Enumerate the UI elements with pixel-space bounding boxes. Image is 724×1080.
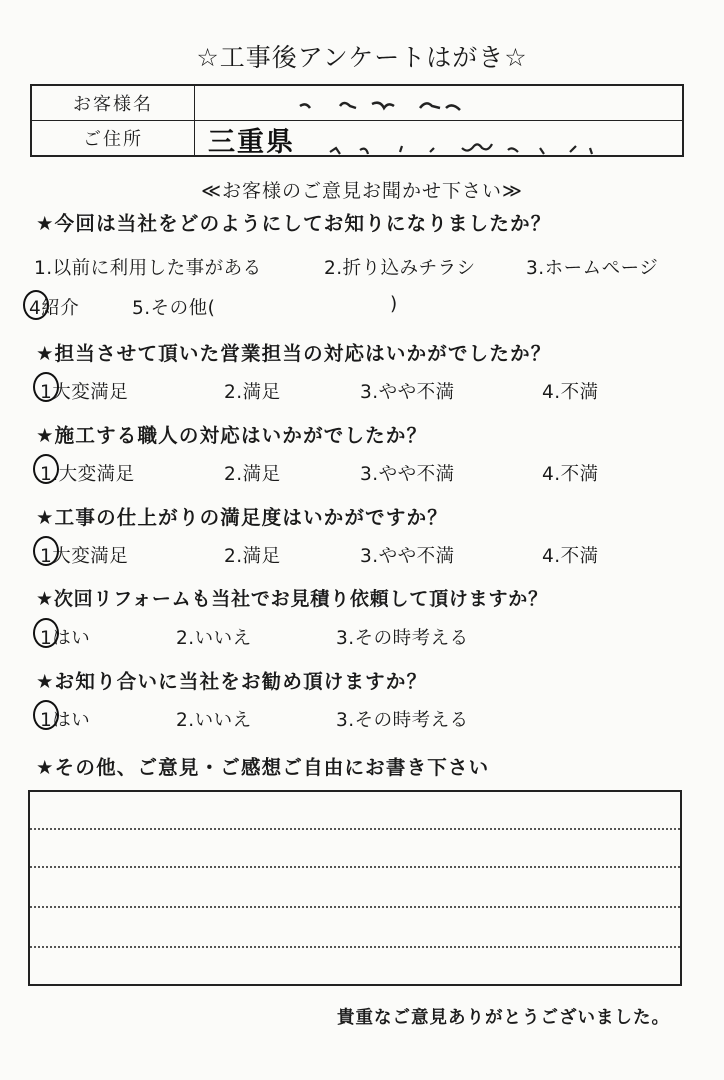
- question-4: ★工事の仕上がりの満足度はいかがですか？: [36, 506, 448, 529]
- question-7: ★その他、ご意見・ご感想ご自由にお書き下さい: [36, 756, 490, 779]
- q3-option-1[interactable]: 1.大変満足: [40, 464, 135, 485]
- q6-option-2[interactable]: 2.いいえ: [176, 710, 252, 731]
- handwritten-address: 三重県: [208, 127, 295, 158]
- q1-option-5[interactable]: 5.その他(: [132, 298, 216, 319]
- q4-option-3[interactable]: 3.やや不満: [360, 546, 455, 567]
- question-1: ★今回は当社をどのようにしてお知りになりましたか？: [36, 212, 552, 235]
- q1-option-2[interactable]: 2.折り込みチラシ: [324, 258, 476, 279]
- customer-name-label: お客様名: [31, 85, 195, 121]
- address-label: ご住所: [31, 121, 195, 157]
- q6-option-3[interactable]: 3.その時考える: [336, 710, 469, 731]
- selection-circle: [33, 372, 59, 402]
- comment-line: [30, 906, 680, 908]
- selection-circle: [33, 536, 59, 566]
- survey-subtitle: ≪お客様のご意見お聞かせ下さい≫: [201, 180, 523, 202]
- q2-option-3[interactable]: 3.やや不満: [360, 382, 455, 403]
- q4-option-4[interactable]: 4.不満: [542, 546, 599, 567]
- selection-circle: [33, 618, 59, 648]
- q5-option-2[interactable]: 2.いいえ: [176, 628, 252, 649]
- question-6: ★お知り合いに当社をお勧め頂けますか？: [36, 670, 428, 693]
- q3-option-3[interactable]: 3.やや不満: [360, 464, 455, 485]
- q4-option-1[interactable]: 1大変満足: [40, 546, 129, 567]
- comment-line: [30, 946, 680, 948]
- comment-line: [30, 866, 680, 868]
- selection-circle: [23, 290, 49, 320]
- q3-option-4[interactable]: 4.不満: [542, 464, 599, 485]
- q2-option-1[interactable]: 1大変満足: [40, 382, 129, 403]
- question-2: ★担当させて頂いた営業担当の対応はいかがでしたか？: [36, 342, 552, 365]
- q6-option-1[interactable]: 1はい: [40, 710, 91, 731]
- q5-option-3[interactable]: 3.その時考える: [336, 628, 469, 649]
- q1-option-5-close: ): [390, 294, 398, 315]
- q5-option-1[interactable]: 1はい: [40, 628, 91, 649]
- comment-box[interactable]: [28, 790, 682, 986]
- thanks-message: 貴重なご意見ありがとうございました。: [337, 1008, 670, 1028]
- q1-option-4[interactable]: 4紹介: [29, 298, 80, 319]
- selection-circle: [33, 454, 59, 484]
- selection-circle: [33, 700, 59, 730]
- question-5: ★次回リフォームも当社でお見積り依頼して頂けますか？: [36, 588, 548, 610]
- card-title: ☆工事後アンケートはがき☆: [196, 43, 528, 72]
- customer-info-table: [30, 84, 684, 157]
- q1-option-3[interactable]: 3.ホームページ: [526, 258, 659, 279]
- q2-option-2[interactable]: 2.満足: [224, 382, 281, 403]
- comment-line: [30, 828, 680, 830]
- q4-option-2[interactable]: 2.満足: [224, 546, 281, 567]
- q2-option-4[interactable]: 4.不満: [542, 382, 599, 403]
- question-3: ★施工する職人の対応はいかがでしたか？: [36, 424, 428, 447]
- q3-option-2[interactable]: 2.満足: [224, 464, 281, 485]
- q1-option-1[interactable]: 1.以前に利用した事がある: [34, 258, 262, 279]
- customer-name-field[interactable]: [195, 85, 684, 121]
